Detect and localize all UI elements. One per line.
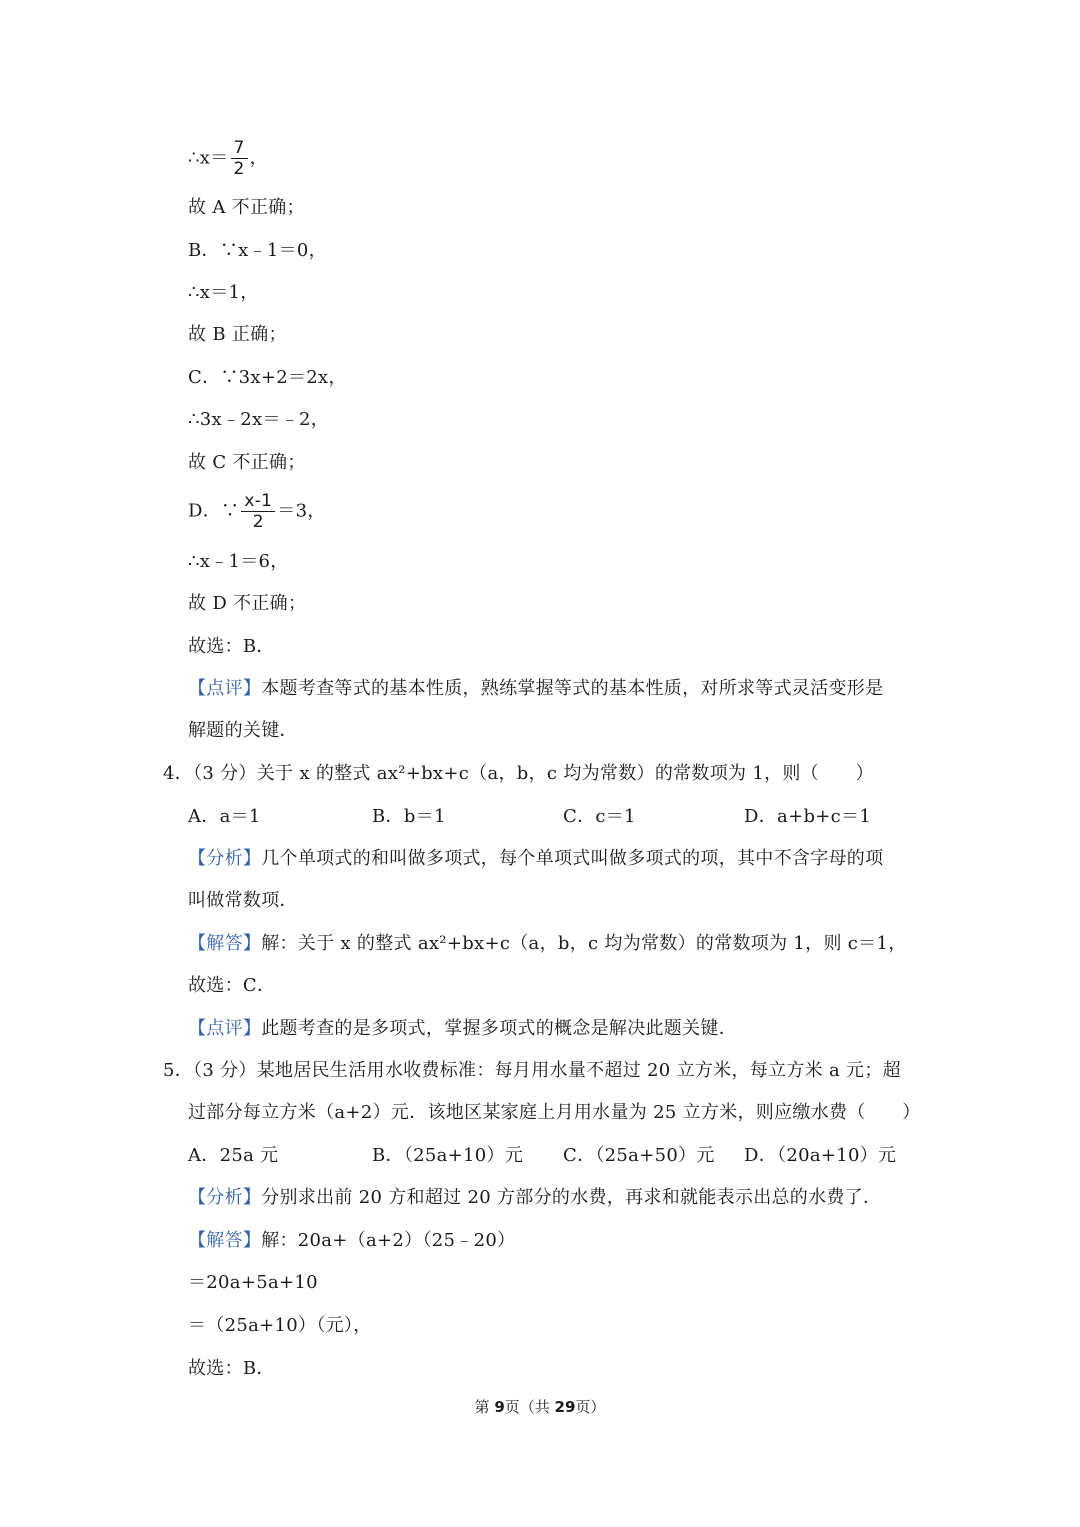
q4-options bbox=[188, 804, 888, 830]
sol3-comment bbox=[188, 676, 883, 702]
sol3-line-3: B．∵x﹣1＝0， bbox=[188, 240, 327, 261]
total-page-count: 29 bbox=[554, 1398, 576, 1416]
q5-option-c: C．（25a+50）元 bbox=[563, 1145, 715, 1166]
sol3-line-7: ∴3x﹣2x＝﹣2， bbox=[188, 409, 330, 430]
q5-step-1: ＝20a+5a+10 bbox=[188, 1272, 318, 1293]
q4-analysis bbox=[188, 846, 883, 872]
fraction-denominator: 2 bbox=[252, 512, 264, 532]
sol3-line-4: ∴x＝1， bbox=[188, 282, 259, 303]
answer-tag: 【解答】 bbox=[188, 933, 262, 954]
sol3-line-1 bbox=[188, 138, 268, 179]
footer-prefix: 第 bbox=[474, 1398, 495, 1416]
sol3-comment-cont: 解题的关键． bbox=[188, 720, 298, 741]
q4-option-d: D．a+b+c＝1 bbox=[744, 806, 872, 827]
fraction-denominator: 2 bbox=[233, 159, 245, 179]
q5-stem-cont: 过部分每立方米（a+2）元．该地区某家庭上月用水量为 25 立方米，则应缴水费（ ） bbox=[188, 1102, 921, 1123]
fraction-numerator: 7 bbox=[231, 138, 248, 159]
footer-suffix: 页） bbox=[575, 1398, 606, 1416]
fraction-x-minus-1-over-2 bbox=[241, 491, 275, 532]
analysis-text: 分别求出前 20 方和超过 20 方部分的水费，再求和就能表示出总的水费了． bbox=[261, 1187, 882, 1208]
q5-analysis bbox=[188, 1185, 881, 1211]
comment-tag: 【点评】 bbox=[188, 678, 262, 699]
comment-text: 此题考查的是多项式，掌握多项式的概念是解决此题关键． bbox=[261, 1018, 738, 1039]
sol3-line-1-suffix: ， bbox=[249, 147, 268, 169]
sol3-line-5: 故 B 正确； bbox=[188, 324, 287, 345]
q4-comment bbox=[188, 1016, 737, 1042]
q4-option-c: C．c＝1 bbox=[563, 806, 636, 827]
q4-analysis-cont: 叫做常数项． bbox=[188, 890, 298, 911]
q5-option-b: B．（25a+10）元 bbox=[372, 1145, 524, 1166]
fraction-numerator: x-1 bbox=[241, 491, 275, 512]
q5-option-d: D．（20a+10）元 bbox=[744, 1145, 897, 1166]
q5-options bbox=[188, 1143, 897, 1169]
sol3-line-2: 故 A 不正确； bbox=[188, 197, 305, 218]
analysis-tag: 【分析】 bbox=[188, 848, 262, 869]
footer-middle: 页（共 bbox=[504, 1398, 555, 1416]
q5-choice: 故选：B． bbox=[188, 1358, 275, 1379]
page-footer bbox=[0, 1396, 1080, 1418]
sol3-line-11: 故 D 不正确； bbox=[188, 593, 307, 614]
q4-option-b: B．b＝1 bbox=[372, 806, 446, 827]
analysis-tag: 【分析】 bbox=[188, 1187, 262, 1208]
q5-answer bbox=[188, 1228, 515, 1254]
answer-tag: 【解答】 bbox=[188, 1230, 262, 1251]
sol3-line-9-prefix: D．∵ bbox=[188, 500, 240, 522]
q4-stem: 4．（3 分）关于 x 的整式 ax²+bx+c（a，b，c 均为常数）的常数项为 1，则（ ） bbox=[163, 763, 874, 784]
q5-option-a: A．25a 元 bbox=[188, 1145, 279, 1166]
q4-choice: 故选：C． bbox=[188, 975, 276, 996]
sol3-line-10: ∴x﹣1＝6， bbox=[188, 551, 289, 572]
comment-text: 本题考查等式的基本性质，熟练掌握等式的基本性质，对所求等式灵活变形是 bbox=[261, 678, 884, 699]
q4-answer bbox=[188, 931, 907, 957]
answer-text: 解：20a+（a+2）（25﹣20） bbox=[261, 1230, 516, 1251]
analysis-text: 几个单项式的和叫做多项式，每个单项式叫做多项式的项，其中不含字母的项 bbox=[261, 848, 884, 869]
sol3-line-6: C．∵3x+2＝2x， bbox=[188, 367, 347, 388]
q5-stem: 5．（3 分）某地居民生活用水收费标准：每月用水量不超过 20 立方米，每立方米 a 元；超 bbox=[163, 1060, 901, 1081]
sol3-line-12: 故选：B． bbox=[188, 636, 275, 657]
comment-tag: 【点评】 bbox=[188, 1018, 262, 1039]
q4-option-a: A．a＝1 bbox=[188, 806, 261, 827]
sol3-line-8: 故 C 不正确； bbox=[188, 452, 306, 473]
q5-step-2: ＝（25a+10）（元）， bbox=[188, 1315, 372, 1336]
answer-text: 解：关于 x 的整式 ax²+bx+c（a，b，c 均为常数）的常数项为 1，则 c＝1， bbox=[261, 933, 907, 954]
sol3-line-9 bbox=[188, 491, 326, 532]
sol3-line-1-prefix: ∴x＝ bbox=[188, 147, 229, 169]
fraction-7-2 bbox=[231, 138, 248, 179]
sol3-line-9-suffix: ＝3， bbox=[277, 500, 326, 522]
current-page-number: 9 bbox=[494, 1398, 505, 1416]
